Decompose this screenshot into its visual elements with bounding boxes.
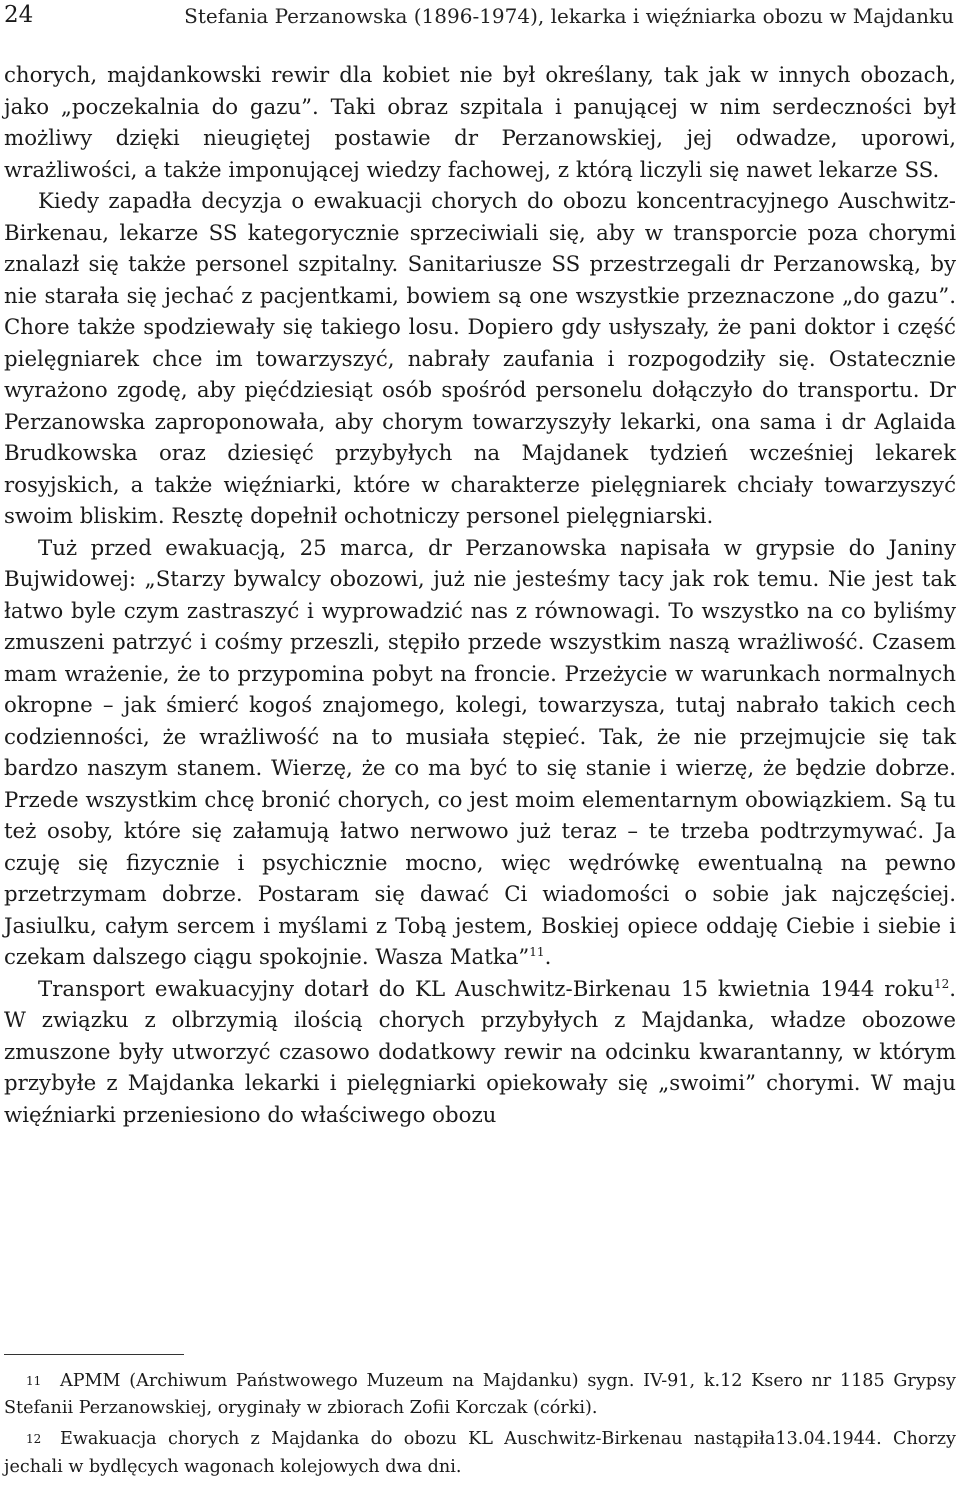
- paragraph-1-text: chorych, majdankowski rewir dla kobiet nie był określany, tak jak w innych obozach, jako „poczekalnia do gazu”. Taki obraz szpitala i panującej w nim serdeczności był możliwy dzięki nieugiętej postawie dr Perzanowskiej, jej odwadze, uporowi, wrażliwości, a także imponującej wiedzy fachowej, z którą liczyli się nawet lekarze SS.: [4, 63, 956, 183]
- body-text: [4, 60, 956, 1131]
- running-head: Stefania Perzanowska (1896-1974), lekarka i więźniarka obozu w Majdanku: [184, 4, 954, 28]
- footnote-12: [4, 1426, 956, 1480]
- footnote-number: 11: [26, 1374, 42, 1388]
- footnote-11: [4, 1368, 956, 1422]
- footnote-ref-11: 11: [529, 944, 545, 959]
- paragraph-3: [4, 533, 956, 974]
- paragraph-3-text: Tuż przed ewakuacją, 25 marca, dr Perzanowska napisała w grypsie do Janiny Bujwidowej: „Starzy bywalcy obozowi, już nie jesteśmy tacy jak rok temu. Nie jest tak łatwo byle czym zastraszyć i wyprowadzić nas z równowagi. To wszystko na co byliśmy zmuszeni patrzyć i cośmy przeszli, stępiło przede wszystkim naszą wrażliwość. Czasem mam wrażenie, że to przypomina pobyt na froncie. Przeżycie w warunkach normalnych okropne – jak śmierć kogoś znajomego, kolegi, towarzysza, tutaj nabrało takich cech codzienności, że wrażliwość na to musiała stępieć. Tak, że nie przejmujcie się tak bardzo naszym stanem. Wierzę, że co ma być to się stanie i wierzę, że będzie dobrze. Przede wszystkim chcę bronić chorych, co jest moim elementarnym obowiązkiem. Są tu też osoby, które się załamują łatwo nerwowo już teraz – te trzeba podtrzymywać. Ja czuję się fizycznie i psychicznie mocno, więc wędrówkę ewentualną na pewno przetrzymam dobrze. Postaram się dawać Ci wiadomości o sobie jak najczęściej. Jasiulku, całym sercem i myślami z Tobą jestem, Boskiej opiece oddaję Ciebie i siebie i czekam dalszego ciągu spokojnie. Wasza Matka”: [4, 535, 956, 970]
- page-header: [4, 0, 956, 42]
- paragraph-4-text-b: . W związku z olbrzymią ilością chorych przybyłych z Majdanka, władze obozowe zmuszone były utworzyć czasowo dodatkowy rewir na odcinku kwarantanny, w którym przybyłe z Majdanka lekarki i pielęgniarki opiekowały się „swoimi” chorymi. W maju więźniarki przeniesiono do właściwego obozu: [4, 976, 956, 1128]
- paragraph-2-text: Kiedy zapadła decyzja o ewakuacji chorych do obozu koncentracyjnego Auschwitz-Birkenau, lekarze SS kategorycznie sprzeciwiali się, aby w transporcie poza chorymi znalazł się także personel szpitalny. Sanitariusze SS przestrzegali dr Perzanowską, by nie starała się jechać z pacjentkami, bowiem są one wszystkie przeznaczone „do gazu”. Chore także spodziewały się takiego losu. Dopiero gdy usłyszały, że pani doktor i część pielęgniarek chce im towarzyszyć, nabrały zaufania i rozpogodziły się. Ostatecznie wyrażono zgodę, aby pięćdziesiąt osób spośród personelu dołączyło do transportu. Dr Perzanowska zaproponowała, aby chorym towarzyszyły lekarki, ona sama i dr Aglaida Brudkowska oraz dziesięć przybyłych na Majdanek tydzień wcześniej lekarek rosyjskich, a także więźniarki, które w charakterze pielęgniarek chciały towarzyszyć swoim bliskim. Resztę dopełnił ochotniczy personel pielęgniarski.: [4, 189, 956, 529]
- footnote-divider: [4, 1354, 184, 1355]
- footnotes: [4, 1368, 956, 1485]
- paragraph-1: [4, 60, 956, 186]
- footnote-text: APMM (Archiwum Państwowego Muzeum na Majdanku) sygn. IV-91, k.12 Ksero nr 1185 Grypsy Stefanii Perzanowskiej, oryginały w zbiorach Zofii Korczak (córki).: [4, 1371, 956, 1419]
- paragraph-4-text-a: Transport ewakuacyjny dotarł do KL Auschwitz-Birkenau 15 kwietnia 1944 roku: [38, 976, 934, 1002]
- paragraph-2: [4, 186, 956, 533]
- footnote-number: 12: [26, 1432, 42, 1447]
- paragraph-4: [4, 974, 956, 1132]
- footnote-ref-12: 12: [933, 976, 950, 991]
- footnote-text: Ewakuacja chorych z Majdanka do obozu KL Auschwitz-Birkenau nastąpiła13.04.1944. Chorzy jechali w bydlęcych wagonach kolejowych dwa dni.: [4, 1429, 956, 1477]
- paragraph-3-end: .: [544, 945, 552, 970]
- page-number: 24: [4, 2, 34, 28]
